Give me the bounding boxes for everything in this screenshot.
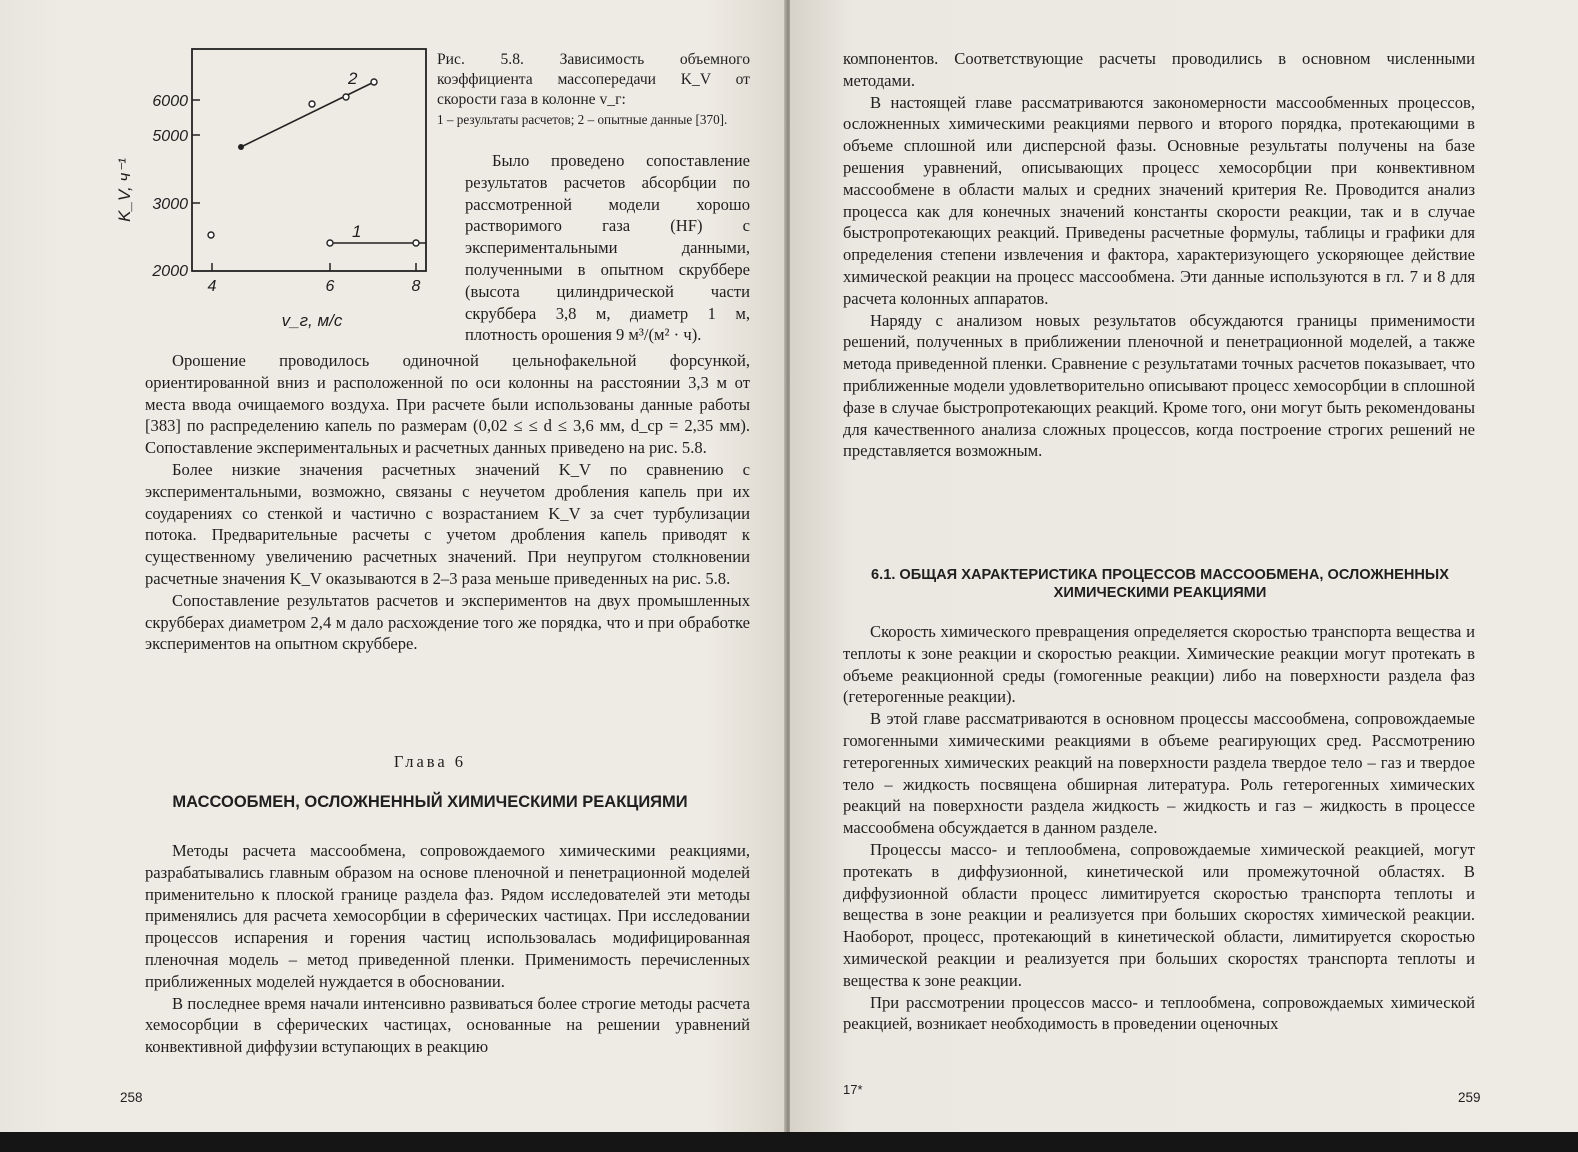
figure-caption [437,50,750,128]
curve-2-point [309,101,315,107]
paragraph: Более низкие значения расчетных значений K_V по сравнению с экспериментальными, возможно, связаны с неучетом дробления капель при их соударениях со стенкой и частично с возрастанием K_V за счет турбулизации потока. Предварительные расчеты с учетом дробления капель приводят к существенному увеличению расчетных значений. При неупругом столкновении расчетные значения K_V оказываются в 2–3 раза меньше приведенных на рис. 5.8. [145,459,750,588]
y-tick-label: 3000 [152,196,188,213]
curve-1-point [208,232,214,238]
paragraph: Сопоставление результатов расчетов и экспериментов на двух промышленных скрубберах диаметром 2,4 м дало расхождение того же порядка, что и при обработке экспериментов на опытном скруббере. [145,590,750,654]
chart-frame [192,49,426,271]
left-page [0,0,786,1134]
paragraph: компонентов. Соответствующие расчеты проводились в основном численными методами. [843,49,1475,90]
paragraph: Процессы массо- и теплообмена, сопровождаемые химической реакцией, могут протекать в диффузионной, кинетической или промежуточной областях. В диффузионной области процесс лимитируется скоростью транспорта теплоты и вещества в зоне реакции и реализуется при больших скоростях химической реакции. Наоборот, процесс, протекающий в кинетической области, лимитируется скоростью химической реакции и реализуется при больших скоростях транспорта теплоты и вещества к зоне реакции. [843,839,1475,990]
paragraph: Было проведено сопоставление результатов расчетов абсорбции по рассмотренной модели хорошо растворимого газа (HF) с экспериментальными данными, полученными в опытном скруббере (высота цилиндрической части скруббера 3,8 м, диаметр 1 м, плотность орошения 9 м³/(м² · ч). [465,151,750,345]
y-tick-label: 6000 [152,93,188,110]
y-tick-label: 5000 [152,128,188,145]
curve-2-point [343,94,349,100]
x-axis-label: v_г, м/с [281,311,343,330]
signature-mark: 17* [843,1082,863,1097]
curve-1-point [413,240,419,246]
page-number-right: 259 [1458,1090,1481,1105]
y-tick-label: 2000 [152,263,188,280]
section-title: 6.1. ОБЩАЯ ХАРАКТЕРИСТИКА ПРОЦЕССОВ МАССООБМЕНА, ОСЛОЖНЕННЫХ ХИМИЧЕСКИМИ РЕАКЦИЯМИ [871,567,1449,601]
curve-label-1: 1 [352,222,362,241]
paragraph: В этой главе рассматриваются в основном процессы массообмена, сопровождаемые гомогенными химическими реакциями в объеме реагирующих сред. Рассмотрению гетерогенных химических реакций на поверхности раздела твердое тело – газ и твердое тело – жидкость посвящена обширная литература. Роль гетерогенных химических реакций на поверхности раздела жидкость – жидкость и газ – жидкость в процессе массообмена обсуждается в данном разделе. [843,709,1475,838]
caption-legend: 1 – результаты расчетов; 2 – опытные данные [370]. [437,112,728,127]
section-body-text [843,621,1475,1035]
x-tick-label: 4 [207,278,217,295]
x-tick-label: 8 [411,278,421,295]
paragraph: В последнее время начали интенсивно развиваться более строгие методы расчета хемосорбции в сферических частицах, основанные на решении уравнений конвективной диффузии вступающих в реакцию [145,993,750,1057]
chart-svg [100,40,435,340]
page-number-left: 258 [120,1090,143,1105]
chapter-label: Глава 6 [393,752,467,771]
wrap-paragraph [465,150,750,346]
curve-2-point [238,144,244,150]
paragraph: Орошение проводилось одиночной цельнофакельной форсункой, ориентированной вниз и расположенной по оси колонны на расстоянии 3,3 м от места ввода очищаемого воздуха. При расчете были использованы данные работы [383] по распределению капель по размерам (0,02 ≤ ≤ d ≤ 3,6 мм, d_ср = 2,35 мм). Сопоставление экспериментальных и расчетных данных приведено на рис. 5.8. [145,351,750,458]
x-tick-label: 6 [325,278,335,295]
curve-label-2: 2 [348,69,358,88]
curve-2-point [371,79,377,85]
y-axis-label: K_V, ч⁻¹ [115,158,134,222]
chapter-title: МАССООБМЕН, ОСЛОЖНЕННЫЙ ХИМИЧЕСКИМИ РЕАКЦИЯМИ [172,793,688,811]
paragraph: При рассмотрении процессов массо- и теплообмена, сопровождаемых химической реакцией, возникает необходимость в проведении оценочных [843,992,1475,1034]
chapter-intro-text [145,840,750,1058]
curve-2-line [241,82,374,147]
paragraph: Скорость химического превращения определяется скоростью транспорта вещества и теплоты к зоне реакции и скоростью реакции. Химические реакции могут протекать в объеме реакционной среды (гомогенные реакции) либо на поверхности раздела фаз (гетерогенные реакции). [843,622,1475,707]
curve-1-point [327,240,333,246]
paragraph: В настоящей главе рассматриваются закономерности массообменных процессов, осложненных химическими реакциями первого и второго порядка, протекающими в объеме сплошной или дисперсной фазы. Основные результаты получены на базе решения уравнений, описывающих процесс хемосорбции при конвективном массообмене в области малых и средних значений критерия Re. Проводится анализ процесса как для конечных значений константы скорости реакции, так и в случае быстропротекающих реакций. Приведены расчетные формулы, таблицы и графики для определения степени извлечения и фактора, характеризующего ускоряющее действие химической реакции на процесс массообмена. Эти данные используются в гл. 7 и 8 для расчета колонных аппаратов. [843,92,1475,308]
paragraph: Методы расчета массообмена, сопровождаемого химическими реакциями, разрабатывались главным образом на основе пленочной и пенетрационной моделей применительно к плоской границе раздела фаз. Рядом исследователей эти методы применялись для расчета хемосорбции в сферических частицах. При исследовании процессов испарения и горения частиц использовалась модифицированная пленочная модель – метод приведенной пленки. Применимость перечисленных приближенных моделей нуждается в обосновании. [145,841,750,991]
figure-5-8-chart [100,40,435,340]
right-page [790,0,1578,1134]
paragraph: Наряду с анализом новых результатов обсуждаются границы применимости решений, полученных в приближении пленочной и пенетрационной моделей, а также метода приведенной пленки. Сравнение с результатами точных расчетов показывает, что приближенные модели удовлетворительно описывают процесс хемосорбции в сплошной фазе в случае быстропротекающих реакций. Кроме того, они могут быть рекомендованы для качественного анализа сложных процессов, когда построение строгих решений не представляется возможным. [843,310,1475,461]
right-body-text [843,48,1475,462]
caption-title: Рис. 5.8. Зависимость объемного коэффициента массопередачи K_V от скорости газа в колонне v_г: [437,51,750,108]
scan-bottom-edge [0,1132,1578,1152]
left-body-text [145,350,750,655]
